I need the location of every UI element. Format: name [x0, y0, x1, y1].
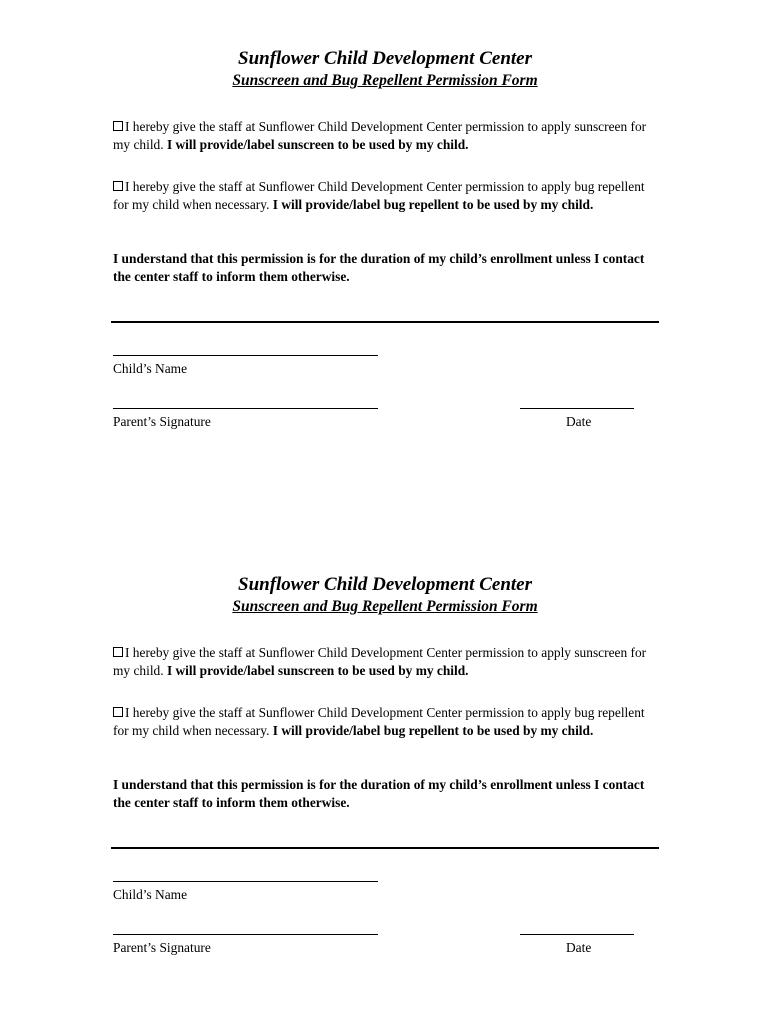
parent-signature-label: Parent’s Signature: [113, 414, 211, 429]
date-field[interactable]: [520, 408, 634, 409]
date-field[interactable]: [520, 934, 634, 935]
section-divider: [111, 321, 659, 323]
bug-repellent-permission: [113, 178, 663, 214]
bug-repellent-bold-text: I will provide/label bug repellent to be used by my child.: [272, 723, 594, 738]
sunscreen-text: I hereby give the staff at Sunflower Child Development Center permission to apply sunscreen for my child.: [113, 645, 647, 678]
parent-signature-field[interactable]: [113, 934, 378, 935]
parent-signature-label: Parent’s Signature: [113, 940, 211, 955]
child-name-label: Child’s Name: [113, 361, 188, 376]
sunscreen-permission: [113, 644, 663, 680]
form-title: Sunflower Child Development Center: [238, 48, 532, 69]
sunscreen-bold-text: I will provide/label sunscreen to be used by my child.: [166, 663, 469, 678]
bug-repellent-checkbox[interactable]: [113, 181, 123, 191]
form-subtitle: Sunscreen and Bug Repellent Permission Form: [232, 72, 538, 89]
bug-repellent-checkbox[interactable]: [113, 707, 123, 717]
bug-repellent-text: I hereby give the staff at Sunflower Child Development Center permission to apply bug repellent for my child when necessary.: [113, 705, 645, 738]
bug-repellent-bold-text: I will provide/label bug repellent to be used by my child.: [272, 197, 594, 212]
bug-repellent-text: I hereby give the staff at Sunflower Child Development Center permission to apply bug repellent for my child when necessary.: [113, 179, 645, 212]
child-name-field[interactable]: [113, 355, 378, 356]
section-divider: [111, 847, 659, 849]
child-name-label: Child’s Name: [113, 887, 188, 902]
form-subtitle: Sunscreen and Bug Repellent Permission Form: [232, 598, 538, 615]
date-label: Date: [566, 414, 592, 429]
form-title: Sunflower Child Development Center: [238, 574, 532, 595]
sunscreen-checkbox[interactable]: [113, 647, 123, 657]
permission-form-1: [0, 48, 770, 468]
sunscreen-text: I hereby give the staff at Sunflower Child Development Center permission to apply sunscreen for my child.: [113, 119, 647, 152]
understanding-statement: I understand that this permission is for the duration of my child’s enrollment unless I contact the center staff to inform them otherwise.: [113, 777, 645, 810]
sunscreen-permission: [113, 118, 663, 154]
permission-form-2: [0, 574, 770, 994]
bug-repellent-permission: [113, 704, 663, 740]
understanding-statement: I understand that this permission is for the duration of my child’s enrollment unless I contact the center staff to inform them otherwise.: [113, 251, 645, 284]
date-label: Date: [566, 940, 592, 955]
child-name-field[interactable]: [113, 881, 378, 882]
sunscreen-checkbox[interactable]: [113, 121, 123, 131]
parent-signature-field[interactable]: [113, 408, 378, 409]
sunscreen-bold-text: I will provide/label sunscreen to be used by my child.: [166, 137, 469, 152]
